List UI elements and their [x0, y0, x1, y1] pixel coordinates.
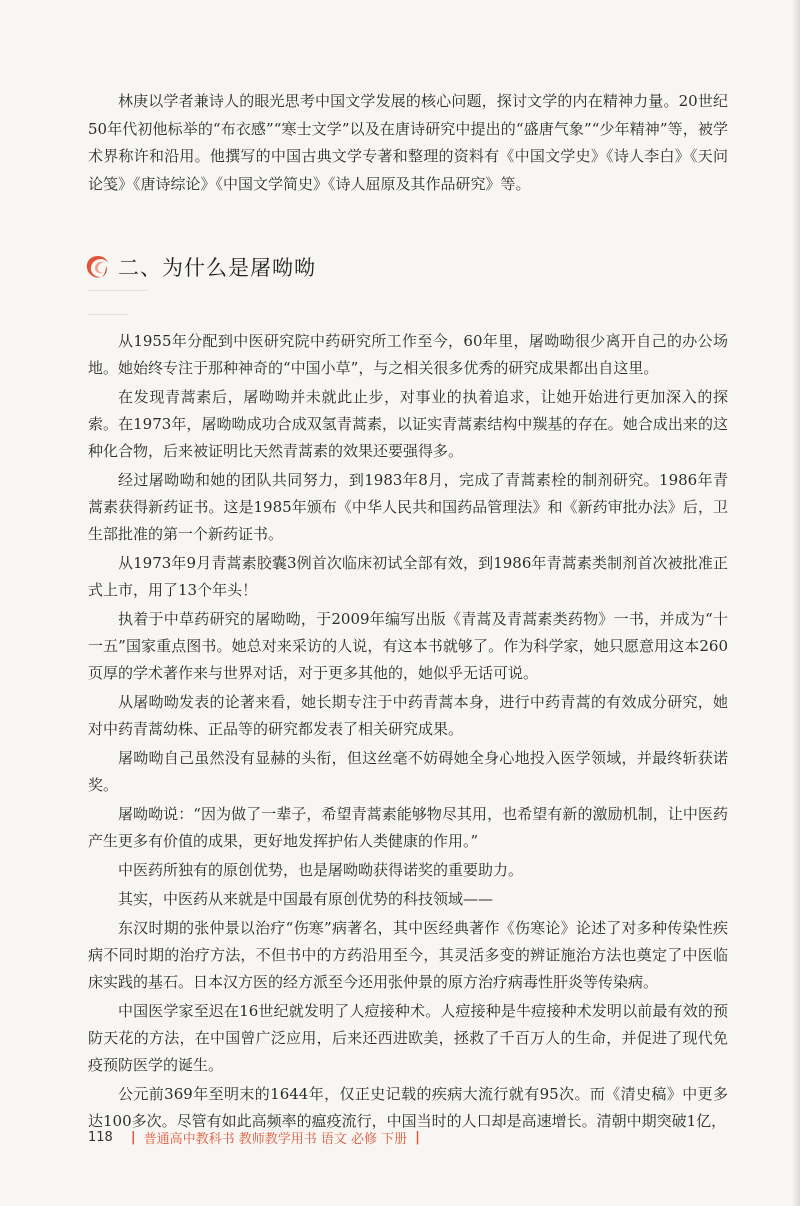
paragraph: 东汉时期的张仲景以治疗“伤寒”病著名，其中医经典著作《伤寒论》论述了对多种传染性疾病不同时期的治疗方法，不但书中的方药沿用至今，其灵活多变的辨证施治方法也奠定了中医临床实践的基石。日本汉方医的经方派至今还用张仲景的原方治疗病毒性肝炎等传染病。: [88, 919, 728, 991]
paragraph: 从1955年分配到中医研究院中药研究所工作至今，60年里，屠呦呦很少离开自己的办公场地。她始终专注于那种神奇的“中国小草”，与之相关很多优秀的研究成果都出自这里。: [88, 332, 728, 377]
page-number: 118: [88, 1130, 113, 1145]
section-title: 二、为什么是屠呦呦: [118, 256, 316, 280]
faint-rule: [88, 290, 148, 291]
book-title: 普通高中教科书 教师教学用书 语文 必修 下册: [143, 1132, 408, 1147]
paragraph: 经过屠呦呦和她的团队共同努力，到1983年8月，完成了青蒿素栓的制剂研究。1986年青蒿素获得新药证书。这是1985年颁布《中华人民共和国药品管理法》和《新药审批办法》后，卫生部批准的第一个新药证书。: [88, 471, 728, 543]
page-edge: [792, 0, 800, 1206]
faint-rule: [88, 314, 128, 315]
paragraph: 从1973年9月青蒿素胶囊3例首次临床初试全部有效，到1986年青蒿素类制剂首次被批准正式上市，用了13个年头！: [88, 554, 728, 599]
paragraph: 其实，中医药从来就是中国最有原创优势的科技领域——: [118, 890, 494, 908]
paragraph: 在发现青蒿素后，屠呦呦并未就此止步，对事业的执着追求，让她开始进行更加深入的探索。在1973年，屠呦呦成功合成双氢青蒿素，以证实青蒿素结构中羰基的存在。她合成出来的这种化合物，后来被证明比天然青蒿素的效果还要强得多。: [88, 388, 728, 460]
paragraph: 执着于中草药研究的屠呦呦，于2009年编写出版《青蒿及青蒿素类药物》一书，并成为“十一五”国家重点图书。她总对来采访的人说，有这本书就够了。作为科学家，她只愿意用这本260页厚的学术著作来与世界对话，对于更多其他的，她似乎无话可说。: [88, 610, 728, 682]
paragraph: 屠呦呦自己虽然没有显赫的头衔，但这丝毫不妨碍她全身心地投入医学领域，并最终斩获诺奖。: [88, 749, 728, 794]
paragraph: 中医药所独有的原创优势，也是屠呦呦获得诺奖的重要助力。: [118, 861, 524, 879]
paragraph: 屠呦呦说：“因为做了一辈子，希望青蒿素能够物尽其用，也希望有新的激励机制，让中医药产生更多有价值的成果，更好地发挥护佑人类健康的作用。”: [88, 805, 728, 850]
footer-divider: |: [130, 1130, 136, 1145]
paragraph: 中国医学家至迟在16世纪就发明了人痘接种术。人痘接种是牛痘接种术发明以前最有效的预防天花的方法，在中国曾广泛应用，后来还西进欧美，拯救了千百万人的生命，并促进了现代免疫预防医学的诞生。: [88, 1002, 728, 1074]
swirl-section-icon: [84, 253, 112, 281]
body-text: [88, 328, 728, 1137]
intro-paragraph: 林庚以学者兼诗人的眼光思考中国文学发展的核心问题，探讨文学的内在精神力量。20世纪50年代初他标举的“布衣感”“寒士文学”以及在唐诗研究中提出的“盛唐气象”“少年精神”等，被学术界称许和沿用。他撰写的中国古典文学专著和整理的资料有《中国文学史》《诗人李白》《天问论笺》《唐诗综论》《中国文学简史》《诗人屈原及其作品研究》等。: [88, 92, 728, 193]
page-footer: [88, 1128, 428, 1147]
paragraph: 公元前369年至明末的1644年，仅正史记载的疾病大流行就有95次。而《清史稿》中更多达100多次。尽管有如此高频率的瘟疫流行，中国当时的人口却是高速增长。清朝中期突破1亿，: [88, 1085, 728, 1130]
paragraph: 从屠呦呦发表的论著来看，她长期专注于中药青蒿本身，进行中药青蒿的有效成分研究，她对中药青蒿幼株、正品等的研究都发表了相关研究成果。: [88, 693, 728, 738]
footer-divider-end: |: [415, 1130, 420, 1145]
section-heading: [84, 252, 316, 282]
